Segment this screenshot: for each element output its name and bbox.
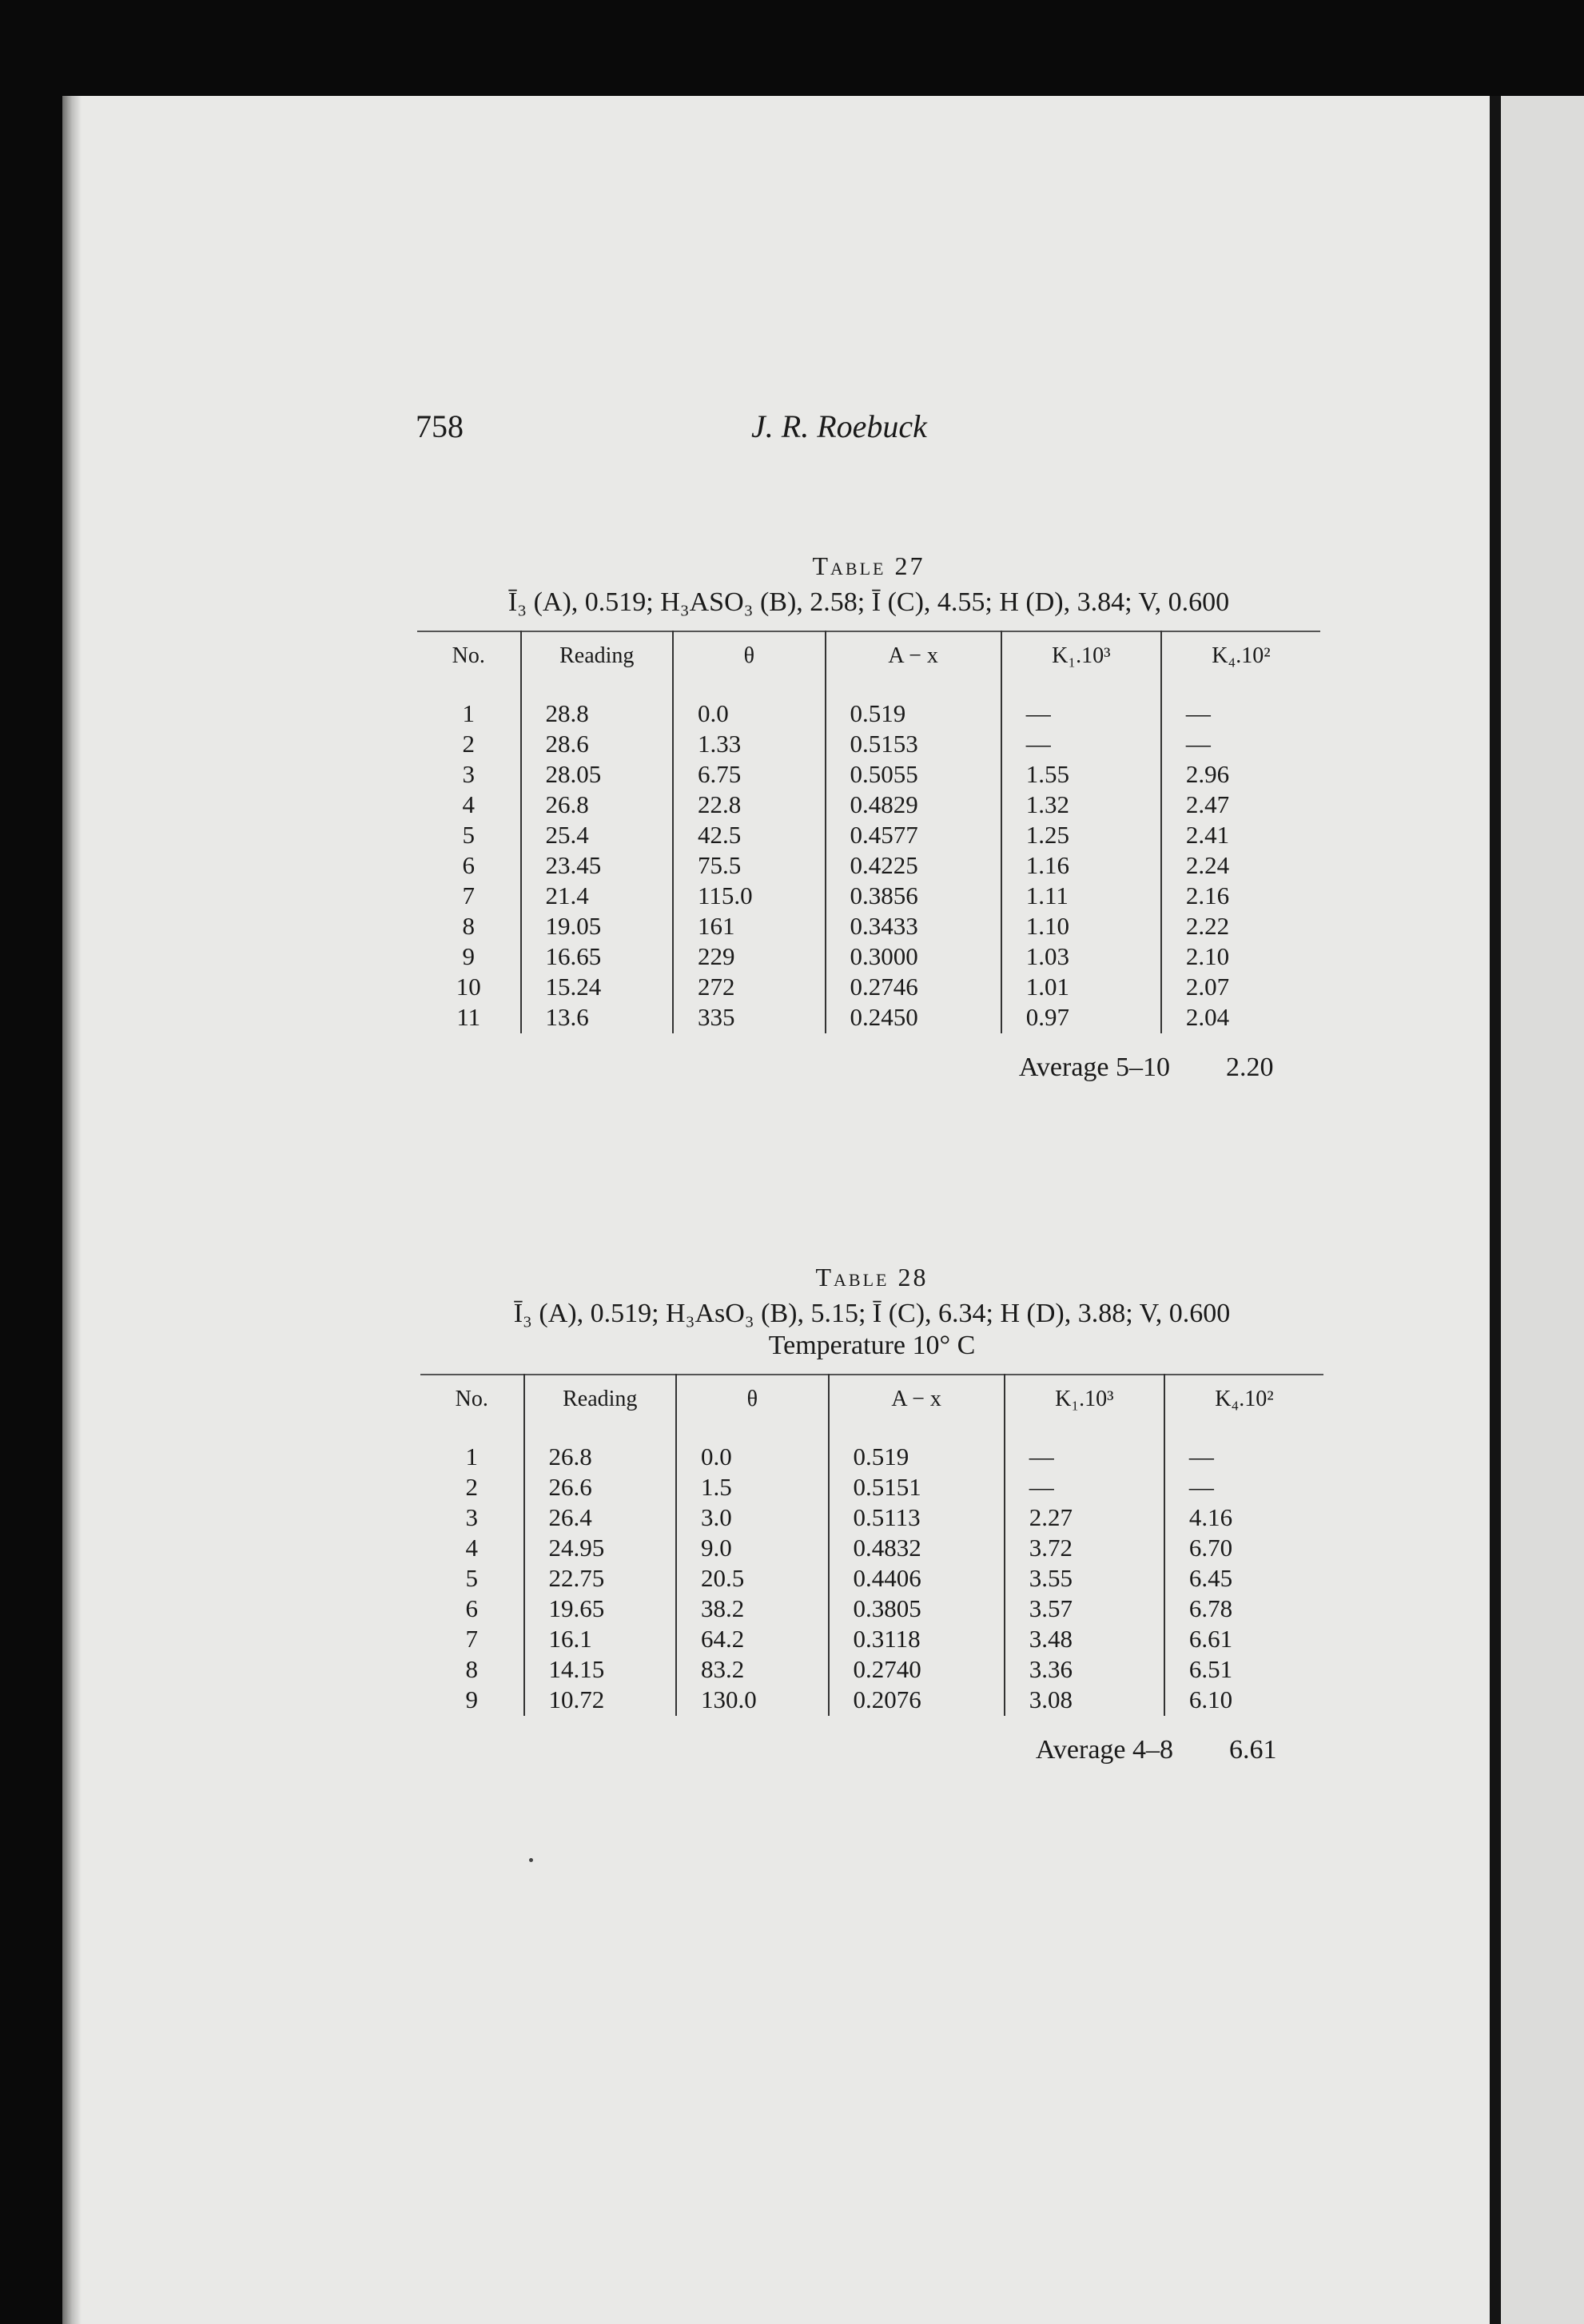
cell-a-minus-x: 0.2740 xyxy=(829,1655,1005,1685)
cell-k1: 0.97 xyxy=(1001,1003,1161,1033)
average-label: Average 4–8 xyxy=(1035,1735,1173,1765)
cell-k4: 6.61 xyxy=(1164,1625,1323,1655)
cell-theta: 1.5 xyxy=(676,1473,829,1503)
cell-k1: 1.03 xyxy=(1001,942,1161,973)
cell-reading: 19.05 xyxy=(521,912,674,942)
col-header-k1: K₁.10³ xyxy=(1001,631,1161,699)
table-28 xyxy=(420,1263,1323,1765)
cell-theta: 0.0 xyxy=(676,1443,829,1473)
table-row xyxy=(420,1564,1323,1594)
cell-theta: 115.0 xyxy=(673,881,825,912)
cell-k4: — xyxy=(1164,1473,1323,1503)
cell-no: 8 xyxy=(465,1655,479,1683)
table-row xyxy=(417,912,1320,942)
cell-no: 1 xyxy=(462,699,476,727)
table-title: Table 28 xyxy=(815,1263,929,1291)
cell-a-minus-x: 0.2076 xyxy=(829,1685,1005,1716)
table-row xyxy=(420,1594,1323,1625)
table-row xyxy=(417,790,1320,821)
cell-k4: 2.10 xyxy=(1161,942,1320,973)
cell-theta: 229 xyxy=(673,942,825,973)
cell-theta: 64.2 xyxy=(676,1625,829,1655)
cell-a-minus-x: 0.5113 xyxy=(829,1503,1005,1534)
cell-no: 6 xyxy=(462,851,476,879)
average-label: Average 5–10 xyxy=(1018,1053,1170,1082)
cell-a-minus-x: 0.3118 xyxy=(829,1625,1005,1655)
col-header-no: No. xyxy=(452,643,485,668)
table-27 xyxy=(417,551,1320,1083)
table-row xyxy=(420,1534,1323,1564)
cell-no: 1 xyxy=(465,1443,479,1470)
table-row xyxy=(417,942,1320,973)
cell-theta: 75.5 xyxy=(673,851,825,881)
cell-reading: 28.6 xyxy=(521,730,674,760)
cell-reading: 25.4 xyxy=(521,821,674,851)
col-header-reading: Reading xyxy=(521,631,674,699)
binding-shadow xyxy=(1490,96,1501,2324)
table-params: Ī₃ (A), 0.519; H₃ASO₃ (B), 2.58; Ī (C), 4.55; H (D), 3.84; V, 0.600 xyxy=(507,587,1230,617)
cell-k1: 3.36 xyxy=(1005,1655,1164,1685)
cell-a-minus-x: 0.4577 xyxy=(826,821,1001,851)
cell-reading: 22.75 xyxy=(524,1564,677,1594)
cell-a-minus-x: 0.2450 xyxy=(826,1003,1001,1033)
cell-no: 9 xyxy=(465,1685,479,1713)
cell-k4: — xyxy=(1161,730,1320,760)
table-row xyxy=(420,1655,1323,1685)
cell-no: 9 xyxy=(462,942,476,970)
cell-k1: — xyxy=(1001,730,1161,760)
cell-k1: — xyxy=(1001,699,1161,730)
cell-k1: 1.25 xyxy=(1001,821,1161,851)
cell-a-minus-x: 0.3805 xyxy=(829,1594,1005,1625)
cell-reading: 10.72 xyxy=(524,1685,677,1716)
cell-a-minus-x: 0.4829 xyxy=(826,790,1001,821)
table-row xyxy=(417,821,1320,851)
cell-no: 3 xyxy=(462,760,476,788)
cell-k1: 1.01 xyxy=(1001,973,1161,1003)
cell-a-minus-x: 0.5151 xyxy=(829,1473,1005,1503)
cell-a-minus-x: 0.2746 xyxy=(826,973,1001,1003)
cell-reading: 26.6 xyxy=(524,1473,677,1503)
cell-theta: 6.75 xyxy=(673,760,825,790)
table-subtitle: Temperature 10° C xyxy=(768,1331,976,1360)
running-head-author: J. R. Roebuck xyxy=(751,408,927,444)
cell-theta: 3.0 xyxy=(676,1503,829,1534)
table-row xyxy=(420,1503,1323,1534)
cell-k4: 2.07 xyxy=(1161,973,1320,1003)
cell-reading: 28.05 xyxy=(521,760,674,790)
table-title: Table 27 xyxy=(812,551,925,580)
cell-reading: 13.6 xyxy=(521,1003,674,1033)
col-header-a-minus-x: A − x xyxy=(829,1375,1005,1443)
cell-k4: 6.78 xyxy=(1164,1594,1323,1625)
cell-no: 7 xyxy=(465,1625,479,1653)
page-number: 758 xyxy=(416,408,464,444)
cell-k1: 1.55 xyxy=(1001,760,1161,790)
cell-a-minus-x: 0.519 xyxy=(829,1443,1005,1473)
table-row xyxy=(417,881,1320,912)
cell-reading: 24.95 xyxy=(524,1534,677,1564)
header-row xyxy=(420,1375,1323,1443)
cell-k1: 3.48 xyxy=(1005,1625,1164,1655)
cell-a-minus-x: 0.3000 xyxy=(826,942,1001,973)
data-table xyxy=(417,631,1320,1033)
cell-k4: 2.16 xyxy=(1161,881,1320,912)
cell-reading: 19.65 xyxy=(524,1594,677,1625)
cell-no: 5 xyxy=(462,821,476,849)
cell-no: 8 xyxy=(462,912,476,940)
col-header-theta: θ xyxy=(673,631,825,699)
cell-theta: 22.8 xyxy=(673,790,825,821)
table-params: Ī₃ (A), 0.519; H₃AsO₃ (B), 5.15; Ī (C), 6.34; H (D), 3.88; V, 0.600 xyxy=(513,1299,1231,1328)
cell-theta: 9.0 xyxy=(676,1534,829,1564)
cell-k1: 3.55 xyxy=(1005,1564,1164,1594)
table-row xyxy=(417,851,1320,881)
cell-reading: 26.8 xyxy=(524,1443,677,1473)
cell-k4: 2.22 xyxy=(1161,912,1320,942)
facing-page-edge xyxy=(1490,96,1584,2324)
cell-reading: 16.1 xyxy=(524,1625,677,1655)
cell-k4: 4.16 xyxy=(1164,1503,1323,1534)
cell-theta: 20.5 xyxy=(676,1564,829,1594)
col-header-no: No. xyxy=(455,1387,488,1411)
cell-reading: 21.4 xyxy=(521,881,674,912)
data-table xyxy=(420,1374,1323,1716)
cell-no: 4 xyxy=(462,790,476,818)
cell-k4: 6.51 xyxy=(1164,1655,1323,1685)
table-row xyxy=(420,1685,1323,1716)
cell-a-minus-x: 0.3856 xyxy=(826,881,1001,912)
average-value: 6.61 xyxy=(1229,1735,1277,1765)
col-header-theta: θ xyxy=(676,1375,829,1443)
cell-k1: 1.32 xyxy=(1001,790,1161,821)
cell-no: 3 xyxy=(465,1503,479,1531)
table-row xyxy=(417,699,1320,730)
cell-k4: 6.10 xyxy=(1164,1685,1323,1716)
cell-k1: 1.16 xyxy=(1001,851,1161,881)
cell-no: 6 xyxy=(465,1594,479,1622)
running-head xyxy=(416,408,1375,448)
average-row xyxy=(417,1053,1320,1083)
cell-reading: 26.4 xyxy=(524,1503,677,1534)
table-row xyxy=(420,1473,1323,1503)
cell-a-minus-x: 0.4406 xyxy=(829,1564,1005,1594)
cell-theta: 38.2 xyxy=(676,1594,829,1625)
cell-theta: 272 xyxy=(673,973,825,1003)
cell-k1: 3.08 xyxy=(1005,1685,1164,1716)
cell-a-minus-x: 0.4225 xyxy=(826,851,1001,881)
average-value: 2.20 xyxy=(1226,1053,1274,1082)
cell-a-minus-x: 0.4832 xyxy=(829,1534,1005,1564)
cell-no: 5 xyxy=(465,1564,479,1592)
col-header-k4: K₄.10² xyxy=(1161,631,1320,699)
cell-a-minus-x: 0.3433 xyxy=(826,912,1001,942)
page-gutter-shadow xyxy=(62,96,82,2324)
col-header-k1: K₁.10³ xyxy=(1005,1375,1164,1443)
cell-no: 11 xyxy=(456,1003,481,1031)
cell-k4: 2.41 xyxy=(1161,821,1320,851)
cell-no: 10 xyxy=(456,973,481,1001)
cell-theta: 83.2 xyxy=(676,1655,829,1685)
cell-k4: 6.45 xyxy=(1164,1564,1323,1594)
table-row xyxy=(417,760,1320,790)
header-row xyxy=(417,631,1320,699)
table-row xyxy=(417,973,1320,1003)
cell-reading: 28.8 xyxy=(521,699,674,730)
cell-a-minus-x: 0.5153 xyxy=(826,730,1001,760)
table-row xyxy=(420,1443,1323,1473)
table-row xyxy=(420,1625,1323,1655)
average-row xyxy=(420,1735,1323,1765)
cell-no: 2 xyxy=(462,730,476,758)
cell-theta: 1.33 xyxy=(673,730,825,760)
cell-reading: 16.65 xyxy=(521,942,674,973)
cell-k4: 2.24 xyxy=(1161,851,1320,881)
table-row xyxy=(417,730,1320,760)
col-header-k4: K₄.10² xyxy=(1164,1375,1323,1443)
table-row xyxy=(417,1003,1320,1033)
cell-k1: 1.10 xyxy=(1001,912,1161,942)
cell-theta: 335 xyxy=(673,1003,825,1033)
cell-k4: — xyxy=(1164,1443,1323,1473)
cell-k4: 2.47 xyxy=(1161,790,1320,821)
cell-k1: 3.72 xyxy=(1005,1534,1164,1564)
cell-theta: 0.0 xyxy=(673,699,825,730)
cell-k1: 2.27 xyxy=(1005,1503,1164,1534)
cell-reading: 14.15 xyxy=(524,1655,677,1685)
cell-theta: 42.5 xyxy=(673,821,825,851)
cell-no: 2 xyxy=(465,1473,479,1501)
cell-reading: 15.24 xyxy=(521,973,674,1003)
cell-reading: 26.8 xyxy=(521,790,674,821)
cell-k1: — xyxy=(1005,1473,1164,1503)
cell-k4: 6.70 xyxy=(1164,1534,1323,1564)
col-header-reading: Reading xyxy=(524,1375,677,1443)
table-body xyxy=(420,1443,1323,1716)
cell-k4: 2.96 xyxy=(1161,760,1320,790)
cell-a-minus-x: 0.519 xyxy=(826,699,1001,730)
cell-reading: 23.45 xyxy=(521,851,674,881)
cell-k1: 1.11 xyxy=(1001,881,1161,912)
cell-theta: 161 xyxy=(673,912,825,942)
cell-a-minus-x: 0.5055 xyxy=(826,760,1001,790)
col-header-a-minus-x: A − x xyxy=(826,631,1001,699)
cell-k4: — xyxy=(1161,699,1320,730)
cell-k4: 2.04 xyxy=(1161,1003,1320,1033)
cell-theta: 130.0 xyxy=(676,1685,829,1716)
cell-k1: 3.57 xyxy=(1005,1594,1164,1625)
paper-speck xyxy=(529,1858,533,1862)
table-body xyxy=(417,699,1320,1033)
cell-no: 4 xyxy=(465,1534,479,1562)
cell-k1: — xyxy=(1005,1443,1164,1473)
cell-no: 7 xyxy=(462,881,476,909)
